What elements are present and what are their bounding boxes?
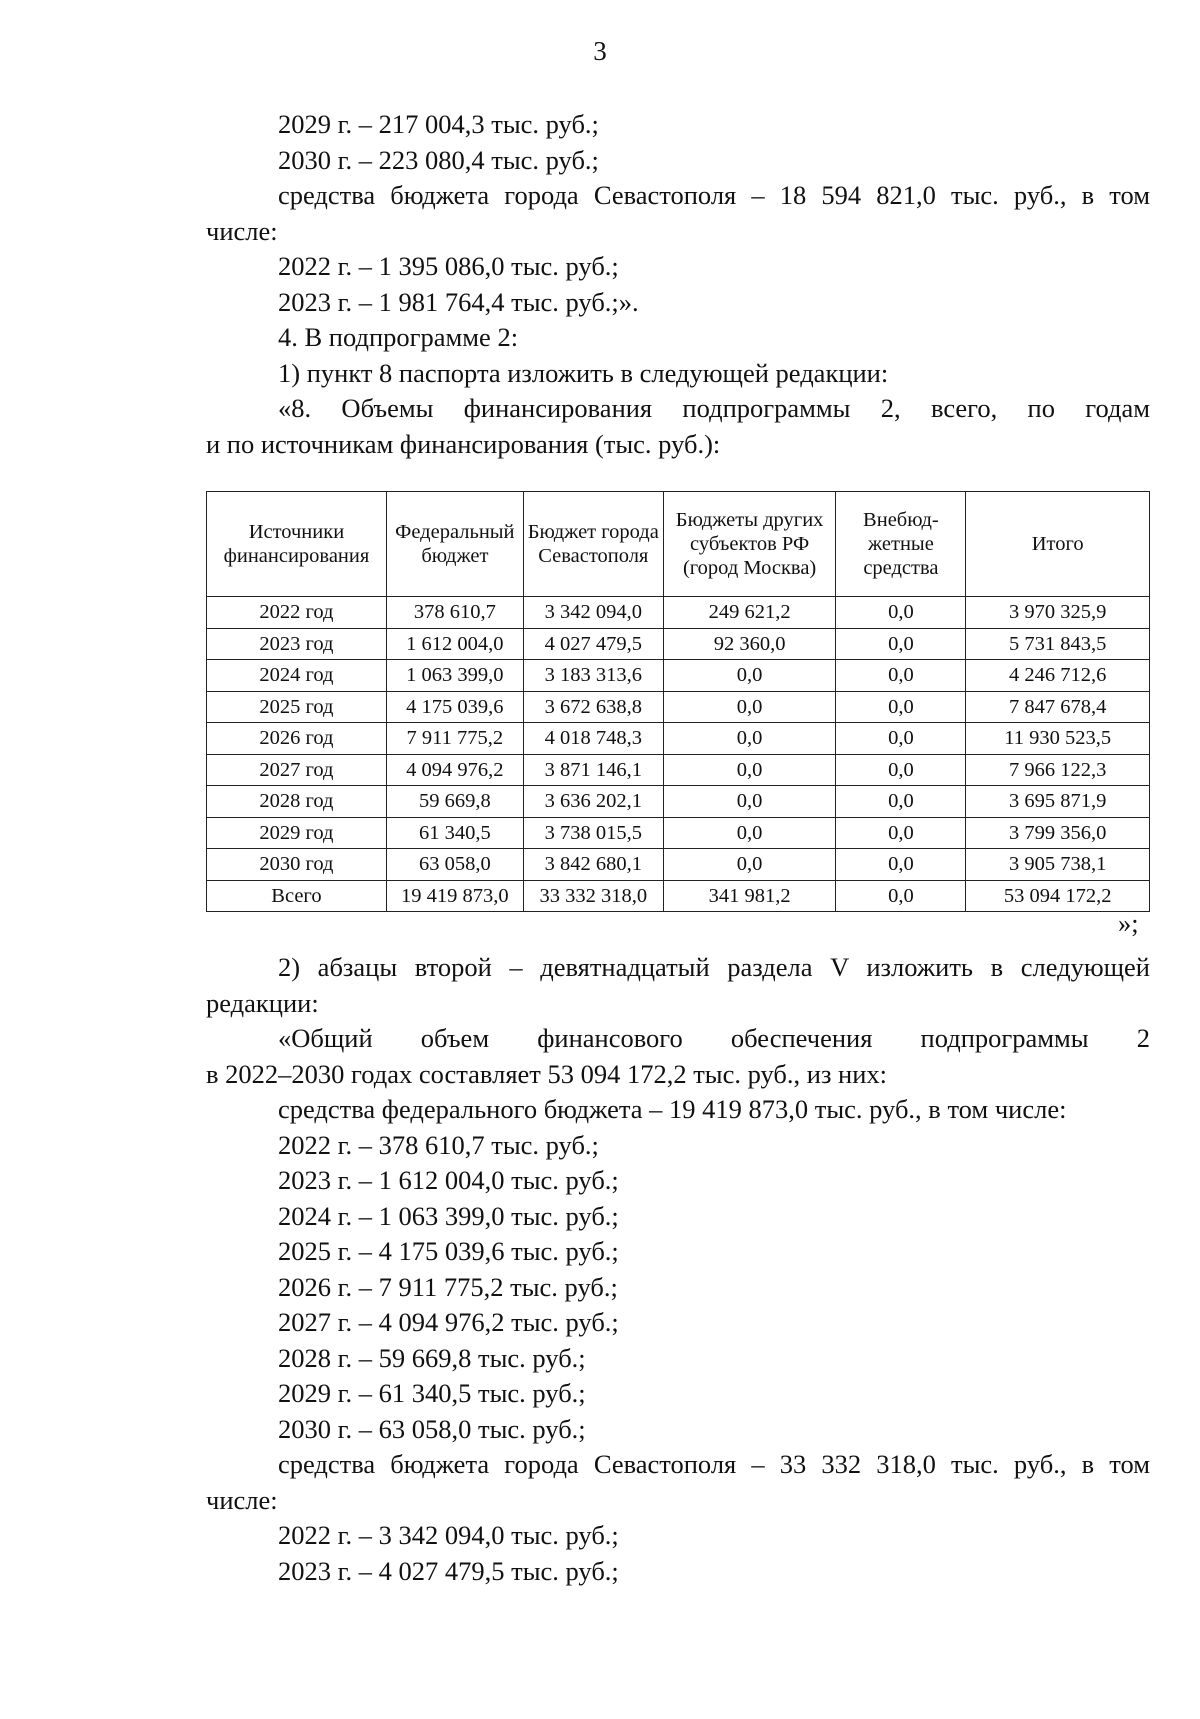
table-cell: 2030 год [207,849,387,881]
text-line: средства федерального бюджета – 19 419 873,0 тыс. руб., в том числе: [278,1094,1067,1124]
text-line: 2025 г. – 4 175 039,6 тыс. руб.; [278,1236,619,1266]
table-cell: Всего [207,880,387,912]
table-cell: 3 636 202,1 [523,786,663,818]
table-cell: 0,0 [836,754,966,786]
table-cell: 378 610,7 [386,597,523,629]
table-cell: 2029 год [207,817,387,849]
text-line: 2030 г. – 63 058,0 тыс. руб.; [278,1413,586,1444]
table-cell: 3 970 325,9 [966,597,1150,629]
financing-table [206,491,1150,912]
table-header-row [207,492,1150,597]
table-cell: 7 847 678,4 [966,691,1150,723]
table-cell: 3 871 146,1 [523,754,663,786]
table-cell: 92 360,0 [663,628,836,660]
table-cell: 0,0 [836,880,966,912]
table-cell: 33 332 318,0 [523,880,663,912]
table-cell: 2024 год [207,660,387,692]
table-cell: 3 342 094,0 [523,597,663,629]
table-cell: 0,0 [663,691,836,723]
table-row [207,849,1150,881]
text-line: 2) абзацы второй – девятнадцатый раздела V изложить в следующей [278,952,1150,982]
text-block-top [206,107,1150,462]
text-line: средства бюджета города Севастополя – 18 594 821,0 тыс. руб., в том [278,180,1150,210]
table-cell: 1 612 004,0 [386,628,523,660]
text-line: 2022 г. – 378 610,7 тыс. руб.; [278,1129,599,1160]
table-cell: 1 063 399,0 [386,660,523,692]
table-cell: 3 905 738,1 [966,849,1150,881]
table-body [207,597,1150,912]
table-cell: 2022 год [207,597,387,629]
table-cell: 63 058,0 [386,849,523,881]
text-line: 2024 г. – 1 063 399,0 тыс. руб.; [278,1200,619,1231]
table-cell: 53 094 172,2 [966,880,1150,912]
table-cell: 3 183 313,6 [523,660,663,692]
table-cell: 0,0 [663,723,836,755]
table-row [207,754,1150,786]
text-line: средства бюджета города Севастополя – 33 332 318,0 тыс. руб., в том [278,1449,1150,1479]
table-row [207,597,1150,629]
text-line: в 2022–2030 годах составляет 53 094 172,2 тыс. руб., из них: [206,1058,888,1089]
header-extrabudgetary: Внебюд-жетные средства [836,492,966,597]
text-line: 2022 г. – 1 395 086,0 тыс. руб.; [278,251,619,281]
table-cell: 4 246 712,6 [966,660,1150,692]
table-row [207,723,1150,755]
table-cell: 0,0 [663,660,836,692]
table-cell: 0,0 [836,660,966,692]
text-line: 2030 г. – 223 080,4 тыс. руб.; [278,144,599,175]
table-cell: 4 175 039,6 [386,691,523,723]
table-cell: 59 669,8 [386,786,523,818]
text-line: 2023 г. – 4 027 479,5 тыс. руб.; [278,1555,619,1586]
table-cell: 7 911 775,2 [386,723,523,755]
table-cell: 3 672 638,8 [523,691,663,723]
table-cell: 0,0 [836,691,966,723]
text-line: 2022 г. – 3 342 094,0 тыс. руб.; [278,1520,619,1550]
table-cell: 0,0 [836,597,966,629]
text-line: 1) пункт 8 паспорта изложить в следующей редакции: [278,357,889,388]
page-number: 3 [593,36,607,66]
table-cell: 4 094 976,2 [386,754,523,786]
text-block-bottom [206,950,1150,1589]
table-cell: 2023 год [207,628,387,660]
table-cell: 0,0 [836,723,966,755]
table-cell: 2026 год [207,723,387,755]
text-line: числе: [206,215,278,246]
header-source: Источники финансирования [207,492,387,597]
table-cell: 0,0 [663,817,836,849]
text-line: редакции: [206,987,319,1018]
table-cell: 341 981,2 [663,880,836,912]
text-line: «8. Объемы финансирования подпрограммы 2, всего, по годам [278,393,1150,423]
header-federal: Федеральный бюджет [386,492,523,597]
text-line: «Общий объем финансового обеспечения подпрограммы 2 [278,1023,1150,1053]
table-row [207,817,1150,849]
table-cell: 0,0 [836,849,966,881]
table-row [207,880,1150,912]
table-cell: 0,0 [836,786,966,818]
table-cell: 5 731 843,5 [966,628,1150,660]
table-cell: 0,0 [836,817,966,849]
text-line: 2028 г. – 59 669,8 тыс. руб.; [278,1342,586,1373]
table-row [207,628,1150,660]
table-cell: 3 799 356,0 [966,817,1150,849]
table-row [207,660,1150,692]
table-cell: 61 340,5 [386,817,523,849]
table-cell: 2028 год [207,786,387,818]
text-line: 2023 г. – 1 612 004,0 тыс. руб.; [278,1165,619,1195]
table-cell: 4 018 748,3 [523,723,663,755]
table-row [207,691,1150,723]
table-cell: 19 419 873,0 [386,880,523,912]
table-cell: 0,0 [663,754,836,786]
table-cell: 249 621,2 [663,597,836,629]
text-line: числе: [206,1484,278,1515]
closing-quote: »; [1118,908,1139,938]
text-line: 2027 г. – 4 094 976,2 тыс. руб.; [278,1307,619,1337]
table-cell: 4 027 479,5 [523,628,663,660]
table-cell: 11 930 523,5 [966,723,1150,755]
text-line: 4. В подпрограмме 2: [278,322,519,352]
header-sevastopol: Бюджет города Севастополя [523,492,663,597]
text-line: 2029 г. – 217 004,3 тыс. руб.; [278,109,599,139]
table-cell: 0,0 [663,849,836,881]
header-other-subjects: Бюджеты других субъектов РФ (город Москва) [663,492,836,597]
table-cell: 2027 год [207,754,387,786]
table-cell: 3 842 680,1 [523,849,663,881]
table-cell: 0,0 [836,628,966,660]
text-line: 2029 г. – 61 340,5 тыс. руб.; [278,1378,586,1408]
table-cell: 3 695 871,9 [966,786,1150,818]
header-total: Итого [966,492,1150,597]
table-cell: 0,0 [663,786,836,818]
table-cell: 3 738 015,5 [523,817,663,849]
text-line: 2023 г. – 1 981 764,4 тыс. руб.;». [278,286,639,317]
table-row [207,786,1150,818]
table-cell: 7 966 122,3 [966,754,1150,786]
table-cell: 2025 год [207,691,387,723]
text-line: 2026 г. – 7 911 775,2 тыс. руб.; [278,1271,618,1302]
text-line: и по источникам финансирования (тыс. руб.): [206,428,721,459]
